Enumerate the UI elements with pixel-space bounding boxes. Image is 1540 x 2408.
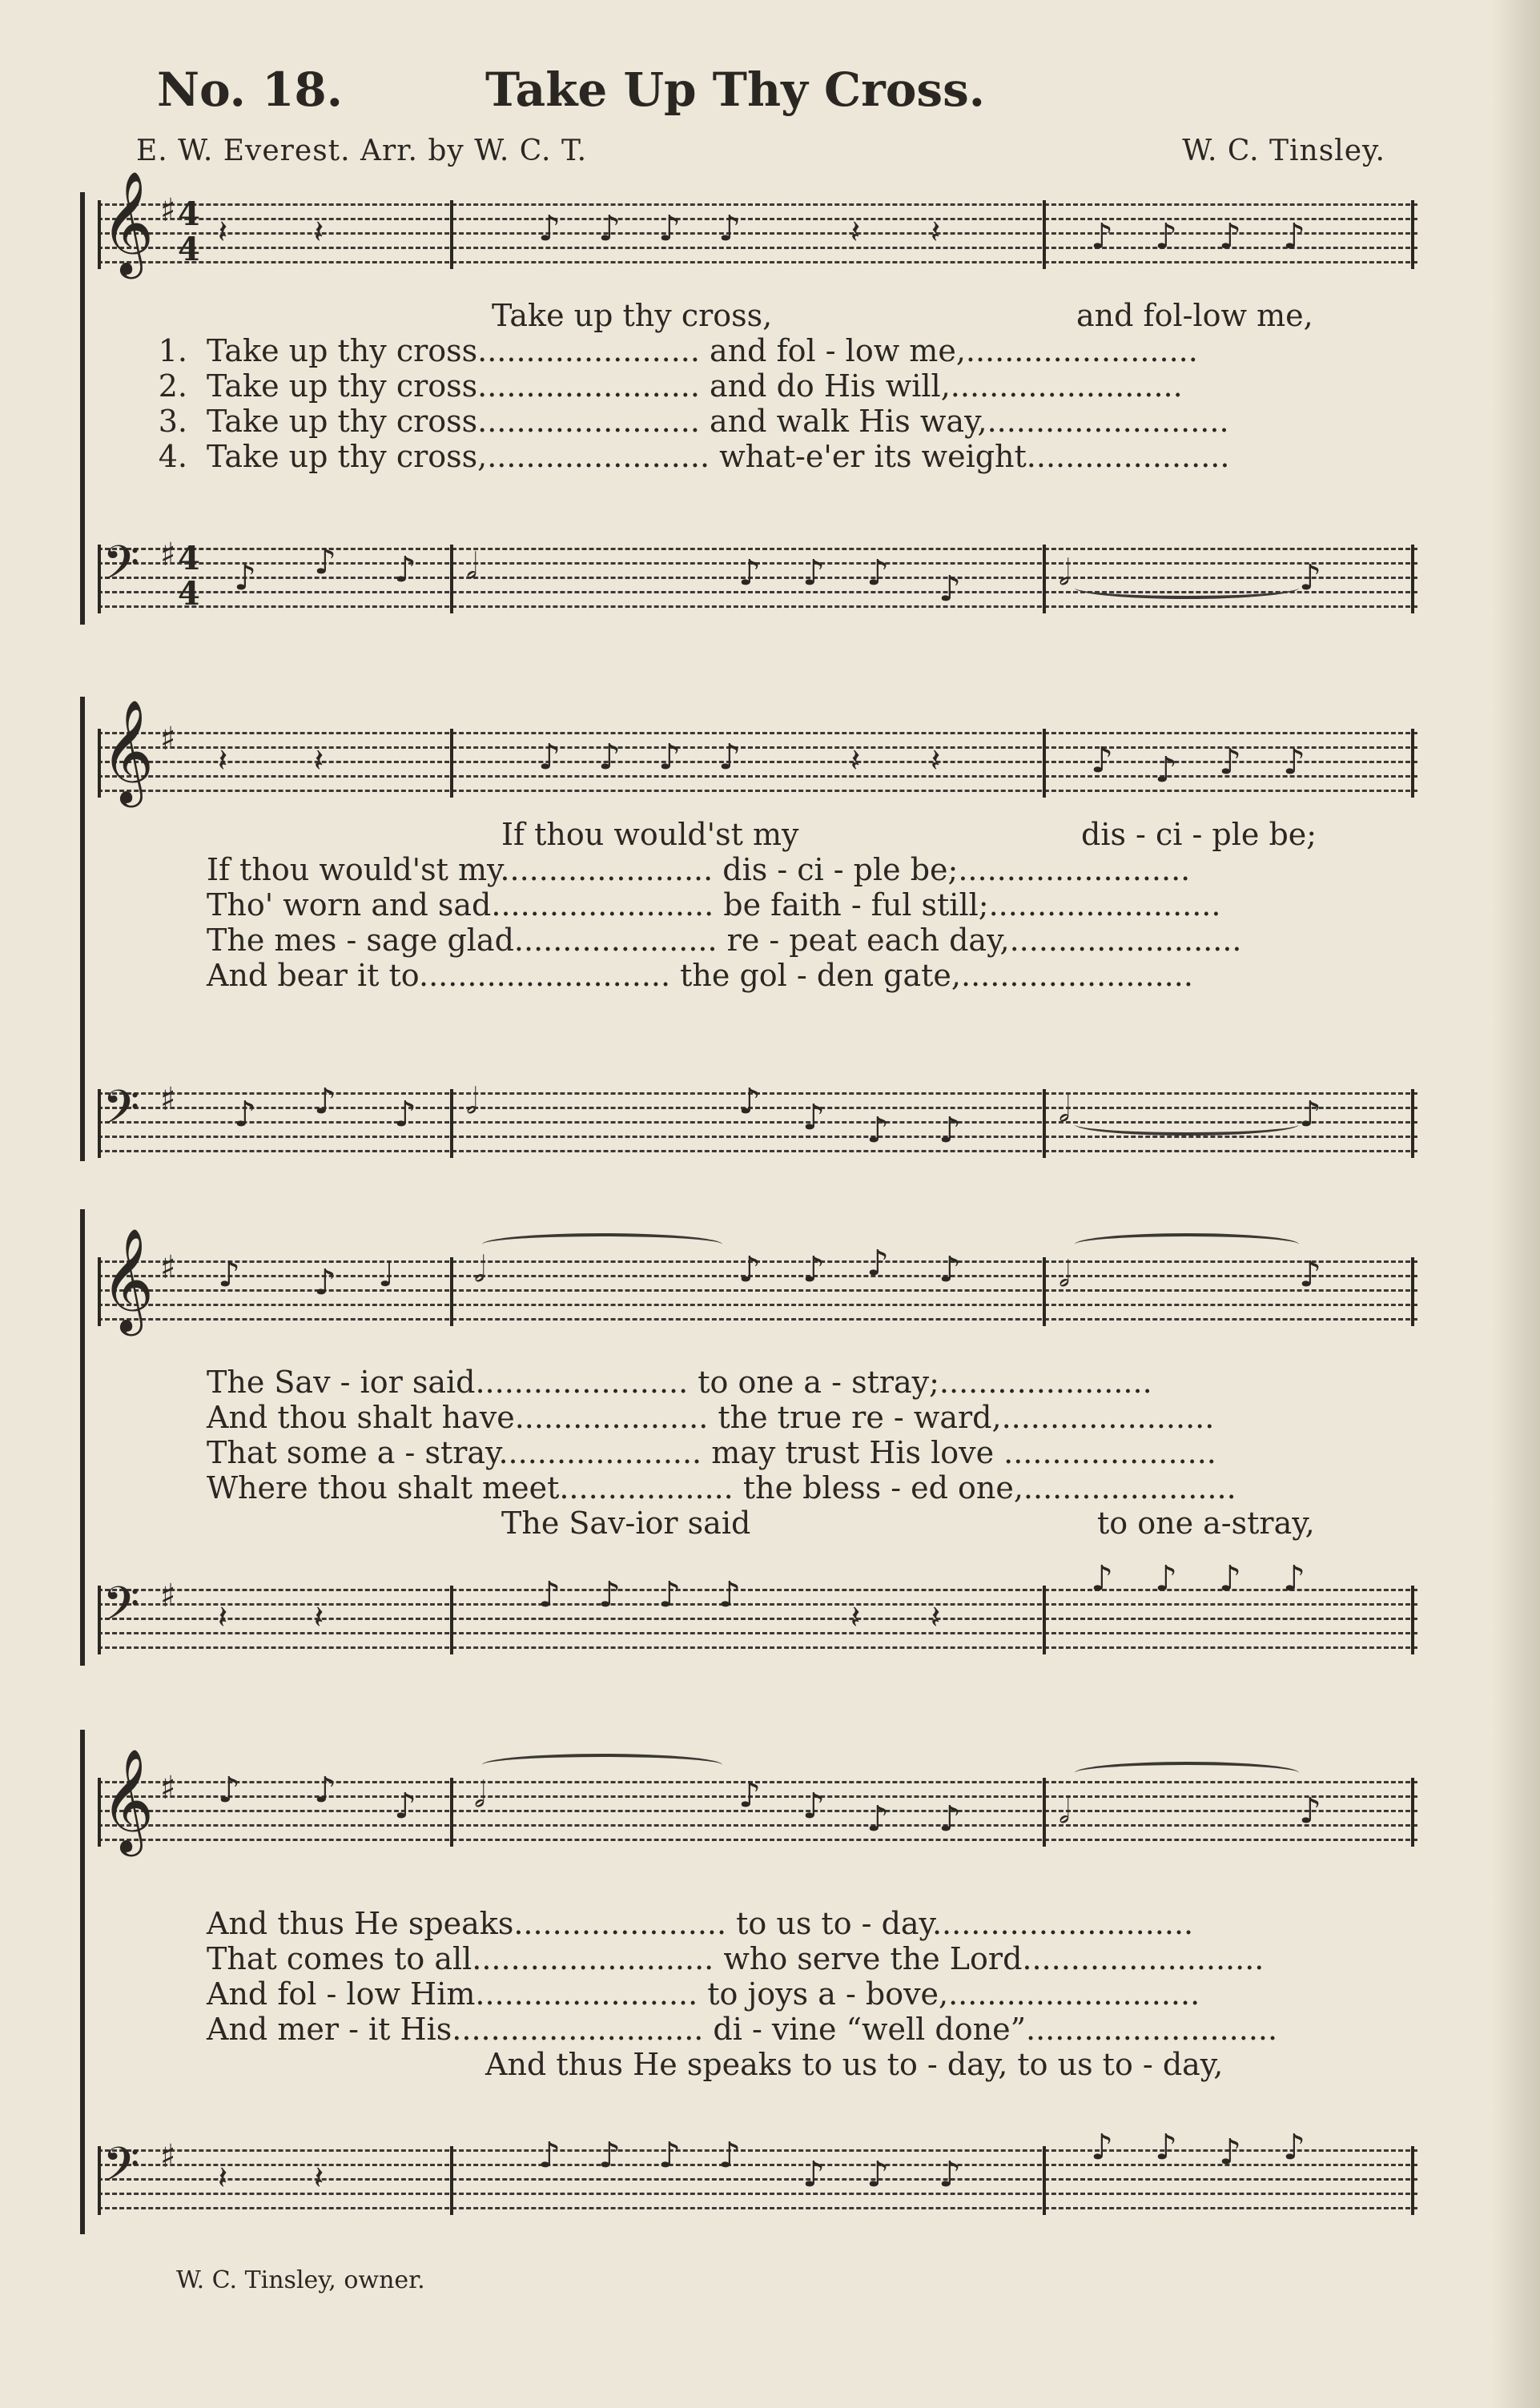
- tie-icon: [1075, 577, 1299, 599]
- verse-line: 1. Take up thy cross....................... and fol - low me,........................: [158, 333, 1198, 368]
- note-icon: 𝅗𝅥: [474, 1249, 485, 1290]
- verse-line: 4. Take up thy cross,....................... what-e'er its weight.....................: [158, 439, 1230, 474]
- note-icon: ♪: [1299, 1094, 1322, 1135]
- note-icon: ♪: [218, 1770, 241, 1811]
- note-icon: ♪: [939, 1110, 962, 1151]
- verse-line: If thou would'st my...................... dis - ci - ple be;........................: [207, 852, 1191, 887]
- music-credit: W. C. Tinsley.: [1182, 135, 1385, 167]
- note-icon: ♪: [234, 1094, 257, 1135]
- bass-stave: [98, 2127, 1417, 2215]
- system-brace: [80, 1209, 85, 1666]
- verse-line: Tho' worn and sad....................... be faith - ful still;........................: [207, 887, 1221, 923]
- verse-line: That comes to all......................... who serve the Lord.........................: [207, 1941, 1265, 1976]
- rest-icon: 𝄽: [314, 214, 324, 251]
- verse-line: And thou shalt have.................... the true re - ward,......................: [207, 1400, 1215, 1435]
- note-icon: ♪: [658, 208, 682, 249]
- bass-clef-icon: 𝄢: [103, 1576, 140, 1643]
- verse-line: That some a - stray..................... may trust His love ......................: [207, 1435, 1216, 1470]
- chorus-text: and fol-low me,: [1076, 298, 1313, 333]
- note-icon: 𝅗𝅥: [474, 1775, 485, 1815]
- words-credit: E. W. Everest. Arr. by W. C. T.: [136, 135, 588, 167]
- tie-icon: [1075, 1233, 1299, 1256]
- note-icon: ♪: [1283, 216, 1306, 257]
- note-icon: ♪: [1091, 2127, 1114, 2168]
- rest-icon: 𝄽: [850, 742, 861, 779]
- tie-icon: [482, 1754, 722, 1776]
- verse-line: Where thou shalt meet.................. the bless - ed one,......................: [207, 1470, 1236, 1506]
- treble-stave: [98, 1748, 1417, 1852]
- note-icon: ♪: [394, 1786, 417, 1827]
- verse-line: And mer - it His.......................... di - vine “well done”..........................: [207, 2012, 1278, 2047]
- note-icon: ♩: [378, 1254, 395, 1295]
- note-icon: ♪: [802, 1249, 826, 1290]
- note-icon: ♪: [802, 553, 826, 593]
- note-icon: ♪: [598, 208, 621, 249]
- note-icon: ♪: [1299, 557, 1322, 598]
- rest-icon: 𝄽: [218, 2160, 228, 2197]
- rest-icon: 𝄽: [850, 214, 861, 251]
- note-icon: 𝅗𝅥: [466, 546, 477, 587]
- note-icon: ♪: [939, 2154, 962, 2195]
- note-icon: ♪: [658, 1574, 682, 1615]
- note-icon: ♪: [867, 1799, 890, 1839]
- note-icon: ♪: [598, 1574, 621, 1615]
- note-icon: ♪: [867, 2154, 890, 2195]
- note-icon: ♪: [738, 553, 762, 593]
- note-icon: ♪: [394, 1094, 417, 1135]
- chorus-text: If thou would'st my: [501, 817, 799, 852]
- verse-line: And thus He speaks...................... to us to - day...........................: [207, 1906, 1194, 1941]
- song-title: Take Up Thy Cross.: [485, 62, 985, 117]
- bass-stave: [98, 535, 1417, 613]
- rest-icon: 𝄽: [931, 1599, 941, 1636]
- chorus-text: Take up thy cross,: [492, 298, 773, 333]
- note-icon: ♪: [1155, 750, 1178, 790]
- key-sharp-icon: ♯: [160, 537, 176, 573]
- note-icon: ♪: [1299, 1791, 1322, 1831]
- note-icon: ♪: [1283, 1558, 1306, 1599]
- note-icon: ♪: [718, 737, 742, 778]
- tie-icon: [1075, 1762, 1299, 1784]
- system-brace: [80, 192, 85, 625]
- note-icon: ♪: [314, 541, 337, 582]
- note-icon: 𝅗𝅥: [1059, 1089, 1070, 1130]
- verse-line: 3. Take up thy cross....................... and walk His way,.........................: [158, 404, 1229, 439]
- system-brace: [80, 697, 85, 1161]
- note-icon: ♪: [802, 1786, 826, 1827]
- note-icon: ♪: [802, 1097, 826, 1138]
- rest-icon: 𝄽: [314, 1599, 324, 1636]
- note-icon: 𝅗𝅥: [1059, 553, 1070, 593]
- song-number: No. 18.: [157, 62, 343, 117]
- system-3: [80, 1209, 1425, 1666]
- note-icon: ♪: [598, 2135, 621, 2176]
- verse-line: The Sav - ior said...................... to one a - stray;......................: [207, 1365, 1152, 1400]
- note-icon: ♪: [718, 1574, 742, 1615]
- note-icon: ♪: [314, 1262, 337, 1303]
- note-icon: ♪: [939, 1249, 962, 1290]
- rest-icon: 𝄽: [931, 742, 941, 779]
- note-icon: 𝅗𝅥: [1059, 1254, 1070, 1295]
- verse-line: And bear it to.......................... the gol - den gate,........................: [207, 958, 1193, 993]
- note-icon: ♪: [1091, 740, 1114, 781]
- note-icon: ♪: [218, 1254, 241, 1295]
- time-signature: 4 4: [178, 195, 200, 268]
- note-icon: ♪: [867, 1110, 890, 1151]
- note-icon: ♪: [1219, 216, 1242, 257]
- note-icon: ♪: [1155, 1558, 1178, 1599]
- rest-icon: 𝄽: [850, 1599, 861, 1636]
- system-2: [80, 697, 1425, 1161]
- note-icon: ♪: [234, 557, 257, 598]
- note-icon: ♪: [1155, 216, 1178, 257]
- note-icon: ♪: [538, 2135, 561, 2176]
- treble-stave: [98, 699, 1417, 803]
- note-icon: ♪: [658, 2135, 682, 2176]
- treble-stave: [98, 171, 1417, 275]
- note-icon: ♪: [598, 737, 621, 778]
- note-icon: ♪: [538, 737, 561, 778]
- note-icon: ♪: [718, 208, 742, 249]
- tie-icon: [482, 1233, 722, 1256]
- verse-line: 2. Take up thy cross....................... and do His will,........................: [158, 368, 1183, 404]
- key-sharp-icon: ♯: [160, 1578, 176, 1614]
- song-heading: [157, 62, 1198, 135]
- key-sharp-icon: ♯: [160, 1081, 176, 1118]
- note-icon: ♪: [738, 1249, 762, 1290]
- note-icon: 𝅗𝅥: [1059, 1791, 1070, 1831]
- credits-line: [136, 135, 1385, 175]
- note-icon: ♪: [718, 2135, 742, 2176]
- note-icon: ♪: [867, 1243, 890, 1284]
- note-icon: ♪: [394, 549, 417, 590]
- system-4: [80, 1730, 1425, 2234]
- note-icon: ♪: [939, 1799, 962, 1839]
- rest-icon: 𝄽: [218, 742, 228, 779]
- chorus-text: to one a-stray,: [1097, 1506, 1315, 1541]
- system-brace: [80, 1730, 85, 2234]
- note-icon: ♪: [314, 1770, 337, 1811]
- bass-stave: [98, 1558, 1417, 1654]
- note-icon: ♪: [1091, 1558, 1114, 1599]
- rest-icon: 𝄽: [218, 1599, 228, 1636]
- note-icon: ♪: [1219, 2132, 1242, 2173]
- page-edge-shadow: [1492, 0, 1540, 2408]
- chorus-text: dis - ci - ple be;: [1081, 817, 1317, 852]
- note-icon: ♪: [1283, 2127, 1306, 2168]
- note-icon: ♪: [1299, 1254, 1322, 1295]
- note-icon: ♪: [1219, 1558, 1242, 1599]
- key-sharp-icon: ♯: [160, 192, 176, 229]
- time-signature: 4 4: [178, 540, 200, 613]
- note-icon: ♪: [1219, 742, 1242, 782]
- note-icon: ♪: [802, 2154, 826, 2195]
- treble-clef-icon: 𝄞: [101, 699, 155, 803]
- bass-clef-icon: 𝄢: [103, 1079, 140, 1147]
- note-icon: ♪: [939, 569, 962, 609]
- treble-stave: [98, 1228, 1417, 1332]
- note-icon: ♪: [538, 208, 561, 249]
- note-icon: ♪: [658, 737, 682, 778]
- owner-footer: W. C. Tinsley, owner.: [176, 2266, 425, 2294]
- key-sharp-icon: ♯: [160, 2138, 176, 2175]
- treble-clef-icon: 𝄞: [101, 171, 155, 275]
- rest-icon: 𝄽: [314, 2160, 324, 2197]
- bass-stave: [98, 1079, 1417, 1158]
- key-sharp-icon: ♯: [160, 1249, 176, 1286]
- note-icon: ♪: [867, 553, 890, 593]
- key-sharp-icon: ♯: [160, 1770, 176, 1807]
- chorus-text: And thus He speaks to us to - day, to us to - day,: [485, 2047, 1224, 2082]
- rest-icon: 𝄽: [218, 214, 228, 251]
- tie-icon: [1075, 1113, 1299, 1136]
- treble-clef-icon: 𝄞: [101, 1748, 155, 1852]
- verse-line: The mes - sage glad..................... re - peat each day,........................: [207, 923, 1242, 958]
- note-icon: ♪: [314, 1081, 337, 1122]
- key-sharp-icon: ♯: [160, 721, 176, 758]
- system-1: [80, 171, 1425, 625]
- note-icon: 𝅗𝅥: [466, 1081, 477, 1122]
- note-icon: ♪: [1155, 2127, 1178, 2168]
- chorus-text: The Sav-ior said: [501, 1506, 751, 1541]
- note-icon: ♪: [1283, 742, 1306, 782]
- note-icon: ♪: [538, 1574, 561, 1615]
- note-icon: ♪: [738, 1775, 762, 1815]
- verse-line: And fol - low Him....................... to joys a - bove,..........................: [207, 1976, 1200, 2012]
- rest-icon: 𝄽: [314, 742, 324, 779]
- bass-clef-icon: 𝄢: [103, 535, 140, 602]
- note-icon: ♪: [738, 1081, 762, 1122]
- bass-clef-icon: 𝄢: [103, 2137, 140, 2204]
- note-icon: ♪: [1091, 216, 1114, 257]
- rest-icon: 𝄽: [931, 214, 941, 251]
- treble-clef-icon: 𝄞: [101, 1228, 155, 1332]
